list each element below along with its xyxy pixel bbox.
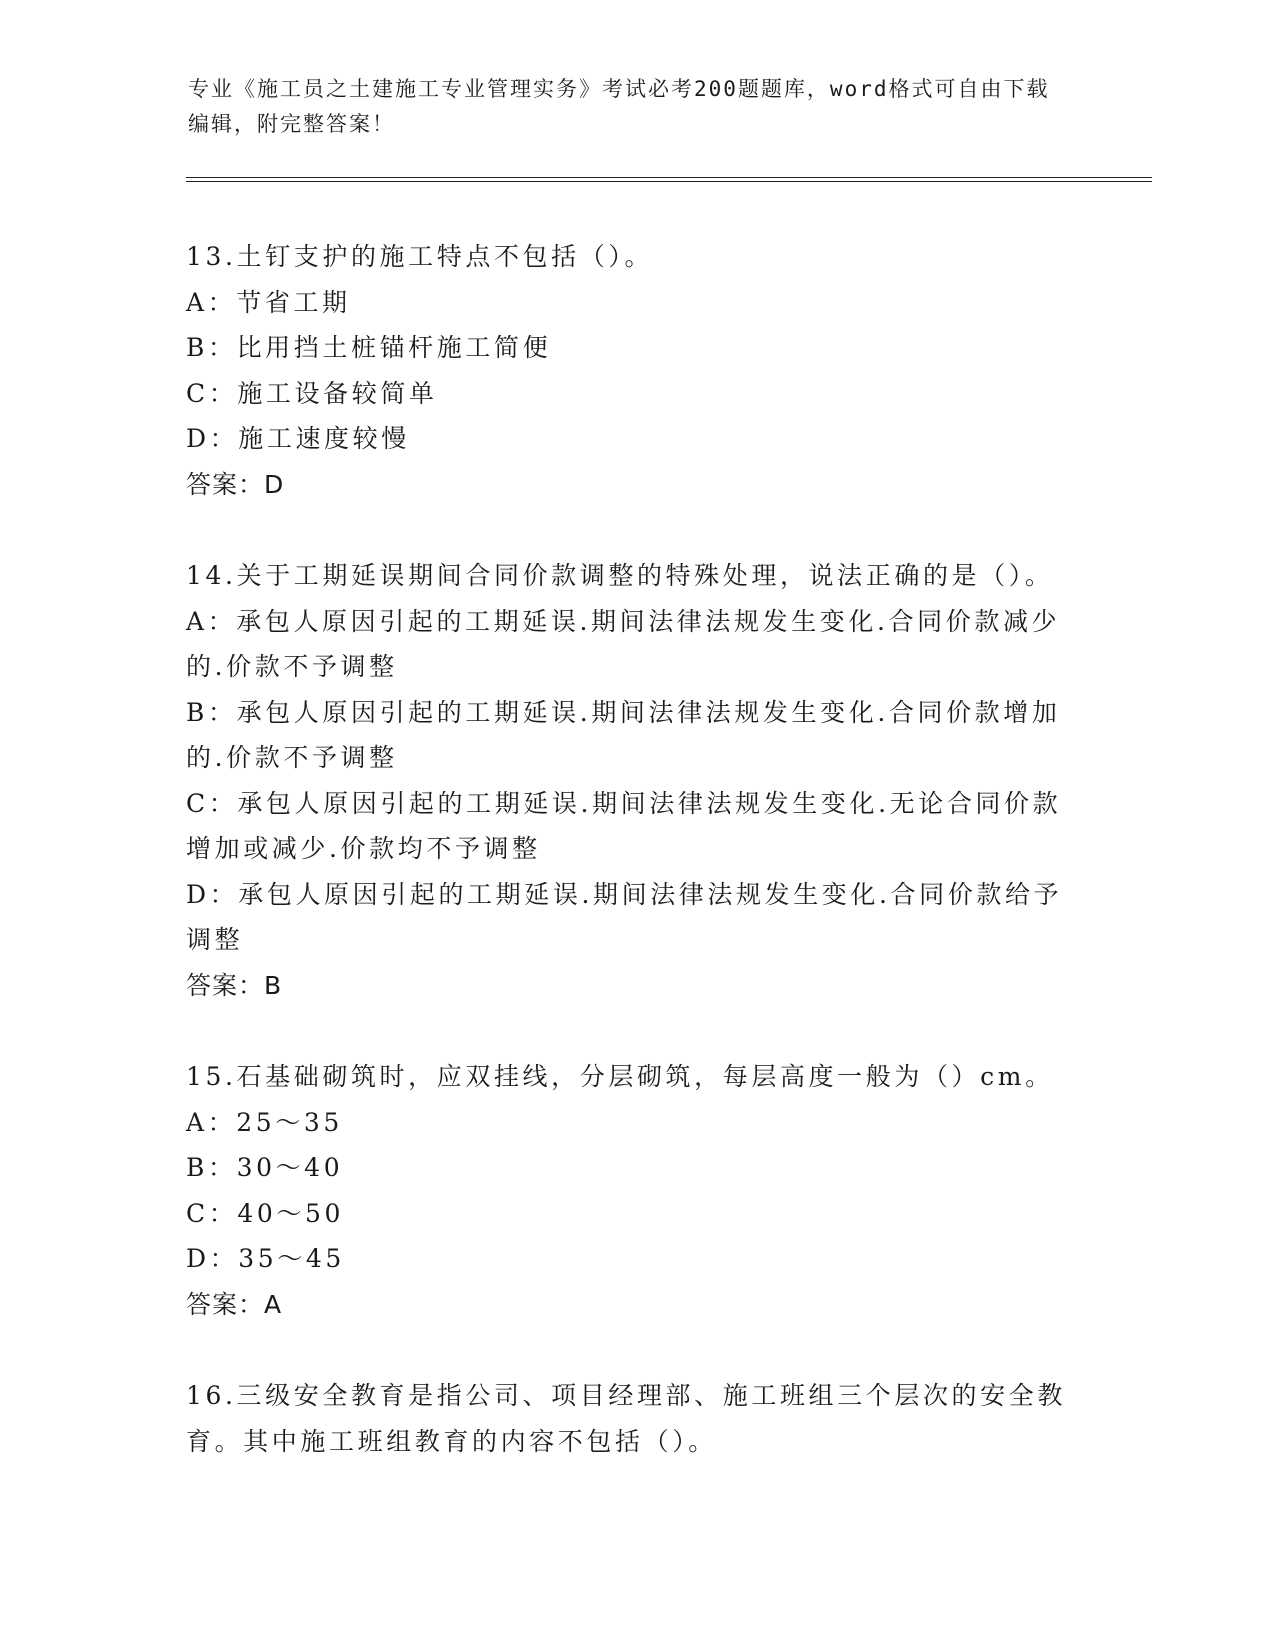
answer-label: 答案：A <box>186 1289 283 1319</box>
option-b: B：比用挡土桩锚杆施工简便 <box>186 333 552 362</box>
question-stem: 14.关于工期延误期间合同价款调整的特殊处理，说法正确的是（）。 <box>186 561 1054 590</box>
option-d: D：施工速度较慢 <box>186 424 410 453</box>
question-13 <box>186 234 1076 507</box>
header-divider <box>186 181 1152 182</box>
answer-label: 答案：B <box>186 970 283 1000</box>
header-divider <box>186 177 1152 178</box>
question-stem: 13.土钉支护的施工特点不包括（）。 <box>186 242 654 271</box>
option-a: A：节省工期 <box>186 287 351 317</box>
option-d: D：35～45 <box>186 1244 345 1273</box>
answer-label: 答案：D <box>186 469 285 499</box>
option-c: C：40～50 <box>186 1198 344 1228</box>
question-14 <box>186 553 1076 1008</box>
question-stem: 15.石基础砌筑时，应双挂线，分层砌筑，每层高度一般为（）cm。 <box>186 1062 1054 1091</box>
option-d: D：承包人原因引起的工期延误.期间法律法规发生变化.合同价款给予调整 <box>186 879 1063 954</box>
option-b: B：承包人原因引起的工期延误.期间法律法规发生变化.合同价款增加的.价款不予调整 <box>186 697 1061 772</box>
question-list <box>186 234 1076 1510</box>
option-a: A：25～35 <box>186 1107 343 1137</box>
option-c: C：施工设备较简单 <box>186 378 438 408</box>
option-a: A：承包人原因引起的工期延误.期间法律法规发生变化.合同价款减少的.价款不予调整 <box>186 606 1061 681</box>
question-stem: 16.三级安全教育是指公司、项目经理部、施工班组三个层次的安全教育。其中施工班组教育的内容不包括（）。 <box>186 1381 1066 1456</box>
option-b: B：30～40 <box>186 1153 344 1182</box>
option-c: C：承包人原因引起的工期延误.期间法律法规发生变化.无论合同价款增加或减少.价款均不予调整 <box>186 788 1062 863</box>
question-15 <box>186 1054 1076 1327</box>
question-16 <box>186 1373 1076 1464</box>
document-header: 专业《施工员之土建施工专业管理实务》考试必考200题题库，word格式可自由下载编辑，附完整答案！ <box>188 77 1050 136</box>
